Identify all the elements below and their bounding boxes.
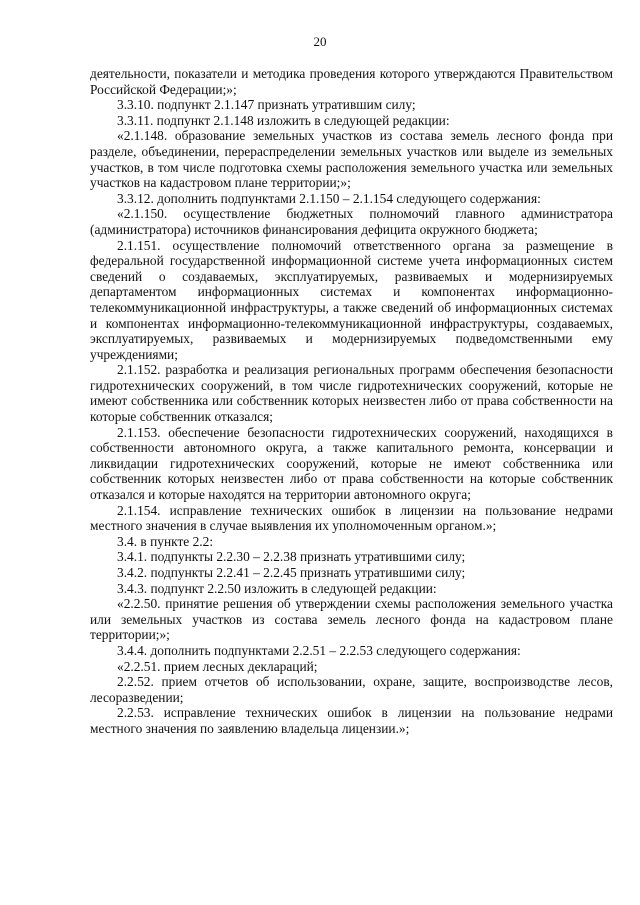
paragraph-3-4-3: 3.4.3. подпункт 2.2.50 изложить в следующей редакции: bbox=[117, 580, 437, 596]
paragraph-2-2-53: 2.2.53. исправление технических ошибок в лицензии на пользование недрами местного значения по заявлению владельца лицензии.»; bbox=[90, 705, 613, 736]
paragraph-3-3-10: 3.3.10. подпункт 2.1.147 признать утратившим силу; bbox=[117, 97, 416, 113]
paragraph-3-4-2: 3.4.2. подпункты 2.2.41 – 2.2.45 признать утратившими силу; bbox=[117, 565, 466, 580]
document-body bbox=[90, 66, 613, 737]
paragraph-2-1-154: 2.1.154. исправление технических ошибок в лицензии на пользование недрами местного значения в случае выявления их уполномоченным органом.»; bbox=[90, 502, 613, 534]
paragraph-2-1-150: «2.1.150. осуществление бюджетных полномочий главного администратора (администратора) источников финансирования дефицита окружного бюджета; bbox=[90, 206, 613, 237]
paragraph-2-1-151: 2.1.151. осуществление полномочий ответственного органа за размещение в федеральной государственной информационной системе учета информационных систем сведений о создаваемых, эксплуатируемых, развиваемых и модернизируемых департаментом информационных системах и компонентах информационно-телекоммуникационной инфраструктуры, а также сведений об информационных системах и компонентах информационно-телекоммуникационной инфраструктуры, создаваемых, эксплуатируемых, развиваемых и модернизируемых подведомственными ему учреждениями; bbox=[90, 237, 613, 362]
page-number: 20 bbox=[313, 34, 327, 49]
paragraph-3-4: 3.4. в пункте 2.2: bbox=[117, 533, 214, 549]
paragraph-2-1-152: 2.1.152. разработка и реализация региональных программ обеспечения безопасности гидротехнических сооружений, в том числе гидротехнических сооружений, которые не имеют собственника или собственник которых неизвестен либо от права собственности на которые собственник отказался; bbox=[90, 362, 613, 425]
paragraph-2-2-52: 2.2.52. прием отчетов об использовании, охране, защите, воспроизводстве лесов, лесоразведении; bbox=[90, 674, 613, 705]
paragraph-3-3-11: 3.3.11. подпункт 2.1.148 изложить в следующей редакции: bbox=[117, 112, 450, 128]
paragraph-continuation: деятельности, показатели и методика проведения которого утверждаются Правительством Российской Федерации;»; bbox=[90, 66, 613, 97]
paragraph-2-1-153: 2.1.153. обеспечение безопасности гидротехнических сооружений, находящихся в собственности автономного округа, а также капитального ремонта, консервации и ликвидации гидротехнических сооружений, которые не имеют собственника или собственник которых неизвестен либо от права собственности на которые собственник отказался и которые находятся на территории автономного округа; bbox=[90, 424, 613, 503]
paragraph-2-2-51: «2.2.51. прием лесных деклараций; bbox=[117, 658, 318, 674]
paragraph-3-3-12: 3.3.12. дополнить подпунктами 2.1.150 – 2.1.154 следующего содержания: bbox=[117, 190, 541, 206]
paragraph-3-4-4: 3.4.4. дополнить подпунктами 2.2.51 – 2.2.53 следующего содержания: bbox=[117, 642, 521, 658]
paragraph-3-4-1: 3.4.1. подпункты 2.2.30 – 2.2.38 признать утратившими силу; bbox=[117, 549, 466, 565]
paragraph-2-2-50: «2.2.50. принятие решения об утверждении схемы расположения земельного участка или земельных участков из состава земель лесного фонда на кадастровом плане территории;»; bbox=[90, 596, 613, 643]
paragraph-2-1-148: «2.1.148. образование земельных участков из состава земель лесного фонда при разделе, объединении, перераспределении земельных участков или выделе из земельных участков, в том числе подготовка схемы расположения земельного участка или земельных участков на кадастровом плане территории;»; bbox=[90, 128, 613, 191]
